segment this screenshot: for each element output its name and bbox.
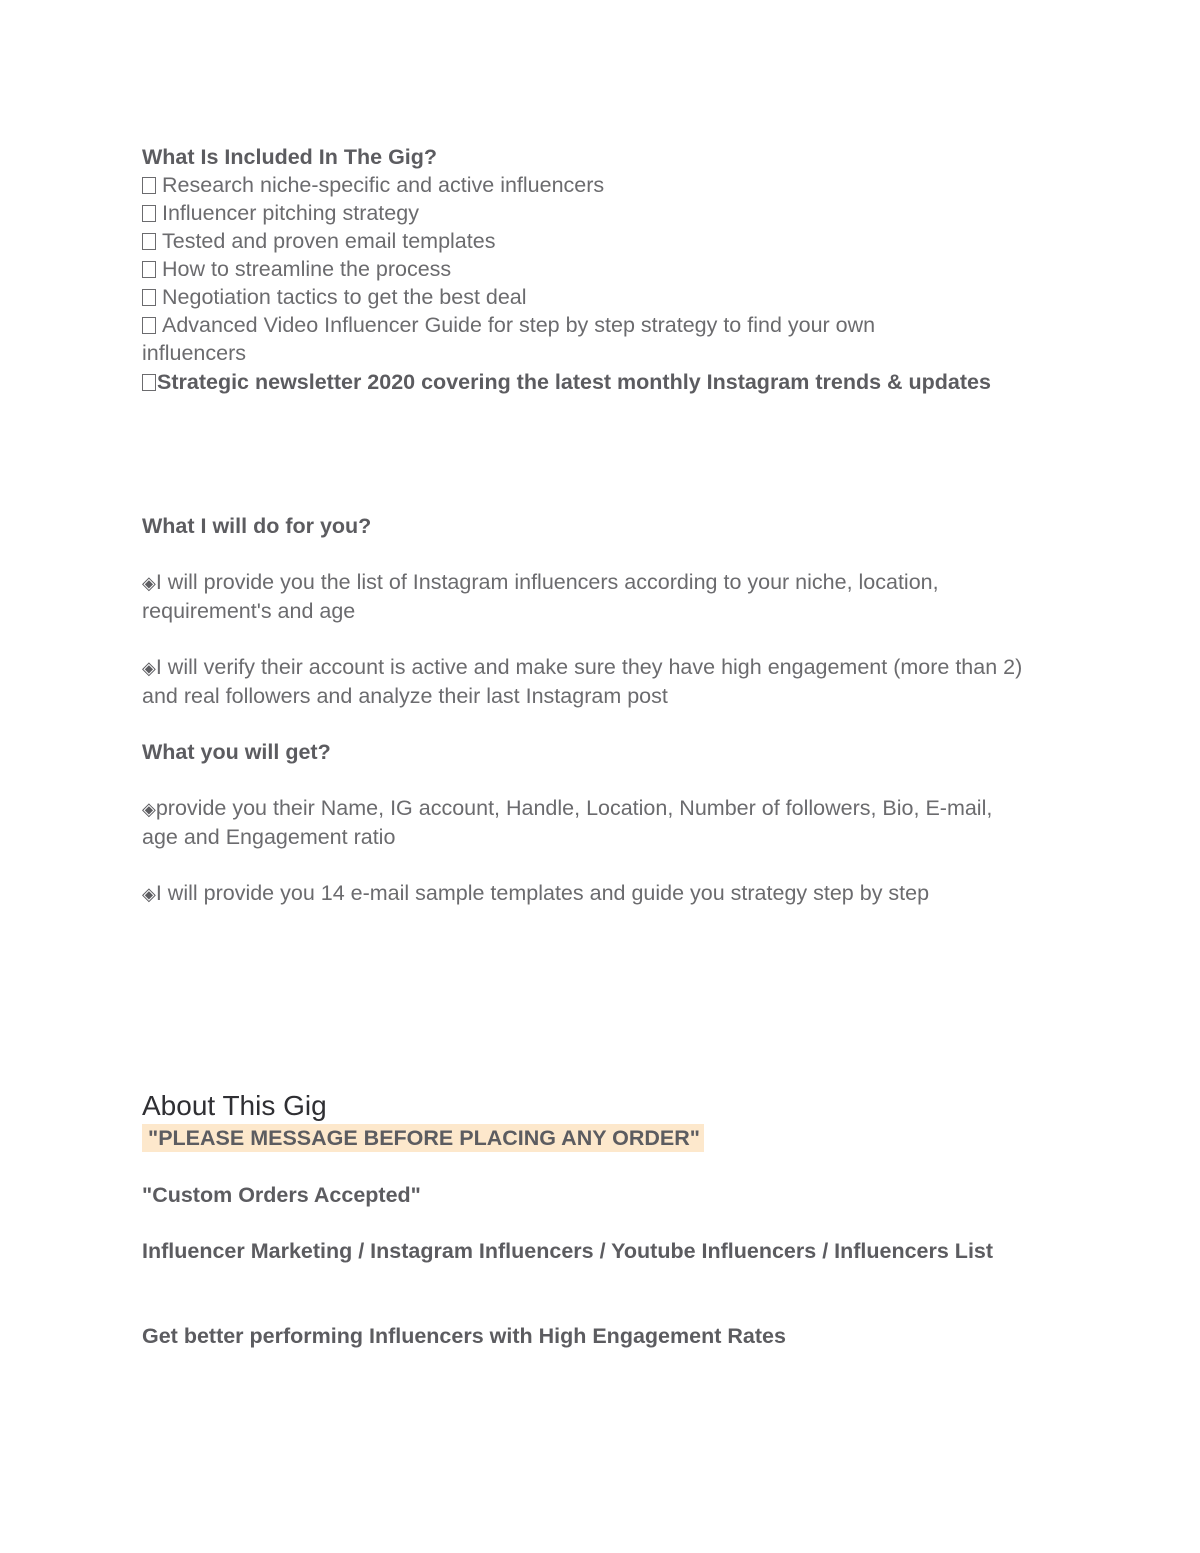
included-item: Research niche-specific and active influencers xyxy=(142,171,1042,199)
notice-line xyxy=(142,1124,1042,1152)
checkbox-icon xyxy=(142,205,156,222)
do-for-you-item: ◈I will verify their account is active and make sure they have high engagement (more than 2) and real followers and analyze their last Instagram post xyxy=(142,655,1023,709)
diamond-bullet-icon: ◈ xyxy=(142,884,156,904)
checkbox-icon xyxy=(142,289,156,306)
included-item: Tested and proven email templates xyxy=(142,227,1042,255)
diamond-bullet-icon: ◈ xyxy=(142,799,156,819)
custom-orders-text: "Custom Orders Accepted" xyxy=(142,1183,421,1207)
you-get-item: ◈provide you their Name, IG account, Handle, Location, Number of followers, Bio, E-mail, age and Engagement ratio xyxy=(142,796,993,850)
notice-highlight: "PLEASE MESSAGE BEFORE PLACING ANY ORDER" xyxy=(142,1124,704,1152)
included-item: Influencer pitching strategy xyxy=(142,199,1042,227)
included-heading: What Is Included In The Gig? xyxy=(142,145,438,169)
checkbox-icon xyxy=(142,317,156,334)
included-item: Negotiation tactics to get the best deal xyxy=(142,283,1042,311)
checkbox-icon xyxy=(142,177,156,194)
you-get-item: ◈I will provide you 14 e-mail sample templates and guide you strategy step by step xyxy=(142,879,1042,908)
included-item: How to streamline the process xyxy=(142,255,1042,283)
included-item-bold: Strategic newsletter 2020 covering the latest monthly Instagram trends & updates xyxy=(142,368,992,396)
about-heading: About This Gig xyxy=(142,1090,327,1121)
tagline-text: Get better performing Influencers with High Engagement Rates xyxy=(142,1324,786,1348)
checkbox-icon xyxy=(142,233,156,250)
do-for-you-heading: What I will do for you? xyxy=(142,514,372,538)
categories-text: Influencer Marketing / Instagram Influencers / Youtube Influencers / Influencers List xyxy=(142,1239,994,1263)
diamond-bullet-icon: ◈ xyxy=(142,573,156,593)
included-item: Advanced Video Influencer Guide for step by step strategy to find your own influencers xyxy=(142,313,876,366)
diamond-bullet-icon: ◈ xyxy=(142,658,156,678)
you-get-heading: What you will get? xyxy=(142,740,331,764)
do-for-you-item: ◈I will provide you the list of Instagram influencers according to your niche, location, requirement's and age xyxy=(142,570,939,624)
checkbox-icon xyxy=(142,374,156,391)
checkbox-icon xyxy=(142,261,156,278)
